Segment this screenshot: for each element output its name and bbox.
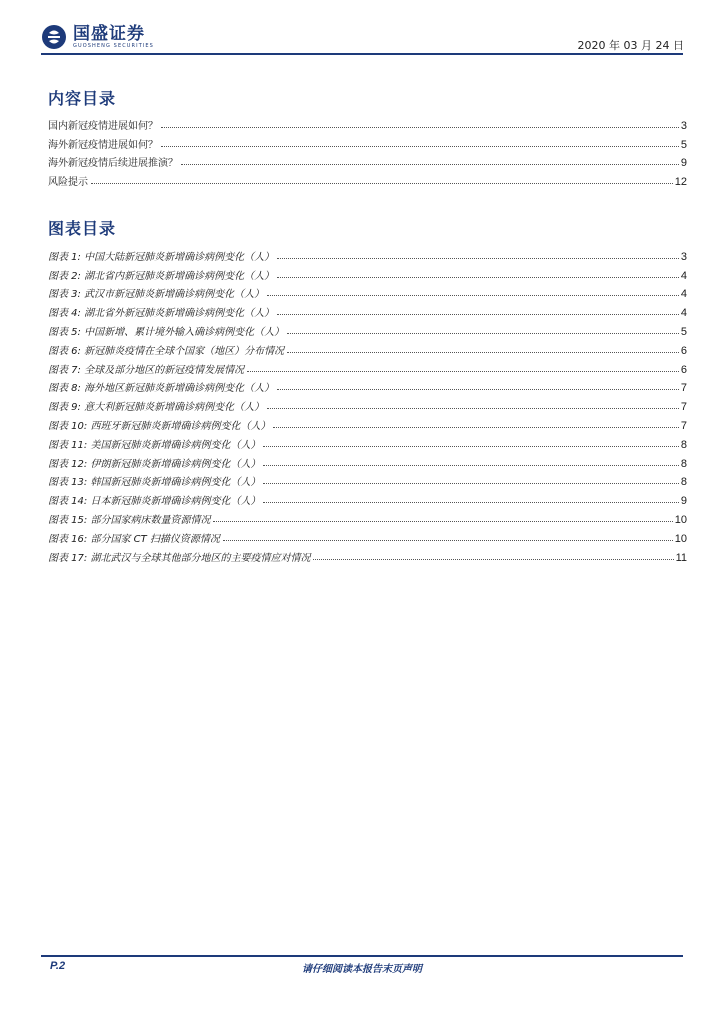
toc-entry-page: 9 xyxy=(680,157,687,170)
dot-leader xyxy=(213,520,672,522)
toc-entry-page: 7 xyxy=(680,401,687,414)
toc-entry-page: 12 xyxy=(674,176,687,189)
toc-entry-label: 图表 4: 湖北省外新冠肺炎新增确诊病例变化（人） xyxy=(48,308,275,320)
toc-entry[interactable] xyxy=(48,319,687,338)
toc-entry[interactable] xyxy=(48,132,687,151)
report-date: 2020 年 03 月 24 日 xyxy=(577,39,684,52)
toc-entry-label: 图表 9: 意大利新冠肺炎新增确诊病例变化（人） xyxy=(48,402,265,414)
toc-entry-page: 9 xyxy=(680,495,687,508)
dot-leader xyxy=(277,388,679,390)
toc-entry[interactable] xyxy=(48,244,687,263)
toc-entry-label: 海外新冠疫情后续进展推演？ xyxy=(48,158,178,170)
toc-entry[interactable] xyxy=(48,151,687,170)
toc-entry-page: 10 xyxy=(674,532,687,545)
dot-leader xyxy=(161,145,679,147)
toc-entry-page: 7 xyxy=(680,382,687,395)
toc-entry[interactable] xyxy=(48,169,687,188)
toc-entry-page: 3 xyxy=(680,250,687,263)
toc-entry-label: 图表 10: 西班牙新冠肺炎新增确诊病例变化（人） xyxy=(48,420,271,432)
toc-entry[interactable] xyxy=(48,282,687,301)
toc-entry-label: 图表 8: 海外地区新冠肺炎新增确诊病例变化（人） xyxy=(48,383,275,395)
dot-leader xyxy=(277,313,679,315)
page-number: P.2 xyxy=(50,960,66,972)
contents-list xyxy=(48,113,687,188)
toc-entry[interactable] xyxy=(48,413,687,432)
dot-leader xyxy=(263,482,678,484)
toc-entry-page: 3 xyxy=(680,119,687,132)
toc-entry-page: 6 xyxy=(680,363,687,376)
dot-leader xyxy=(267,407,679,409)
toc-entry-page: 8 xyxy=(680,438,687,451)
dot-leader xyxy=(277,276,679,278)
figures-list xyxy=(48,244,687,564)
dot-leader xyxy=(91,182,673,184)
disclaimer-note: 请仔细阅读本报告末页声明 xyxy=(302,964,422,975)
toc-entry-page: 11 xyxy=(675,551,687,564)
toc-entry-page: 4 xyxy=(680,269,687,282)
logo-english-name: GUOSHENG SECURITIES xyxy=(73,43,154,49)
dot-leader xyxy=(267,294,679,296)
page-header xyxy=(0,0,724,60)
toc-entry-page: 6 xyxy=(680,344,687,357)
toc-entry-label: 图表 17: 湖北武汉与全球其他部分地区的主要疫情应对情况 xyxy=(48,552,311,564)
toc-entry-label: 图表 6: 新冠肺炎疫情在全球个国家（地区）分布情况 xyxy=(48,345,285,357)
toc-entry-page: 4 xyxy=(680,288,687,301)
dot-leader xyxy=(263,501,678,503)
toc-entry[interactable] xyxy=(48,300,687,319)
toc-entry-label: 风险提示 xyxy=(48,177,88,189)
toc-entry-page: 10 xyxy=(674,513,687,526)
toc-entry[interactable] xyxy=(48,376,687,395)
dot-leader xyxy=(181,163,679,165)
toc-entry-page: 8 xyxy=(680,457,687,470)
toc-entry-page: 8 xyxy=(680,476,687,489)
header-divider xyxy=(41,53,683,55)
dot-leader xyxy=(263,464,678,466)
toc-entry[interactable] xyxy=(48,526,687,545)
dot-leader xyxy=(277,257,679,259)
toc-entry-label: 图表 14: 日本新冠肺炎新增确诊病例变化（人） xyxy=(48,496,261,508)
toc-entry[interactable] xyxy=(48,507,687,526)
toc-entry[interactable] xyxy=(48,394,687,413)
toc-entry[interactable] xyxy=(48,488,687,507)
toc-entry-label: 图表 2: 湖北省内新冠肺炎新增确诊病例变化（人） xyxy=(48,270,275,282)
logo-chinese-name: 国盛证券 xyxy=(73,24,145,44)
dot-leader xyxy=(287,332,679,334)
dot-leader xyxy=(273,426,678,428)
toc-entry[interactable] xyxy=(48,470,687,489)
toc-entry-label: 图表 15: 部分国家病床数量资源情况 xyxy=(48,514,211,526)
toc-entry-page: 7 xyxy=(680,419,687,432)
dot-leader xyxy=(223,539,673,541)
dot-leader xyxy=(263,445,678,447)
toc-entry[interactable] xyxy=(48,338,687,357)
figures-title: 图表目录 xyxy=(48,219,117,238)
toc-entry[interactable] xyxy=(48,357,687,376)
toc-entry-label: 图表 5: 中国新增、累计境外输入确诊病例变化（人） xyxy=(48,326,285,338)
toc-entry-label: 海外新冠疫情进展如何？ xyxy=(48,139,158,151)
dot-leader xyxy=(247,370,679,372)
toc-entry[interactable] xyxy=(48,432,687,451)
toc-entry-label: 图表 11: 美国新冠肺炎新增确诊病例变化（人） xyxy=(48,439,261,451)
toc-entry-label: 图表 1: 中国大陆新冠肺炎新增确诊病例变化（人） xyxy=(48,251,275,263)
logo-icon xyxy=(41,24,67,50)
toc-entry-label: 图表 3: 武汉市新冠肺炎新增确诊病例变化（人） xyxy=(48,289,265,301)
toc-entry-label: 图表 7: 全球及部分地区的新冠疫情发展情况 xyxy=(48,364,245,376)
toc-entry-label: 图表 16: 部分国家 CT 扫描仪资源情况 xyxy=(48,533,220,545)
toc-entry[interactable] xyxy=(48,263,687,282)
toc-entry[interactable] xyxy=(48,113,687,132)
toc-entry-label: 国内新冠疫情进展如何？ xyxy=(48,120,158,132)
company-logo xyxy=(41,24,154,50)
footer-divider xyxy=(41,955,683,957)
contents-title: 内容目录 xyxy=(48,89,117,108)
toc-entry-label: 图表 13: 韩国新冠肺炎新增确诊病例变化（人） xyxy=(48,477,261,489)
toc-entry-page: 4 xyxy=(680,307,687,320)
toc-entry-page: 5 xyxy=(680,325,687,338)
dot-leader xyxy=(161,126,679,128)
toc-entry[interactable] xyxy=(48,451,687,470)
toc-entry-label: 图表 12: 伊朗新冠肺炎新增确诊病例变化（人） xyxy=(48,458,261,470)
toc-entry[interactable] xyxy=(48,545,687,564)
dot-leader xyxy=(313,558,673,560)
toc-entry-page: 5 xyxy=(680,138,687,151)
dot-leader xyxy=(287,351,679,353)
